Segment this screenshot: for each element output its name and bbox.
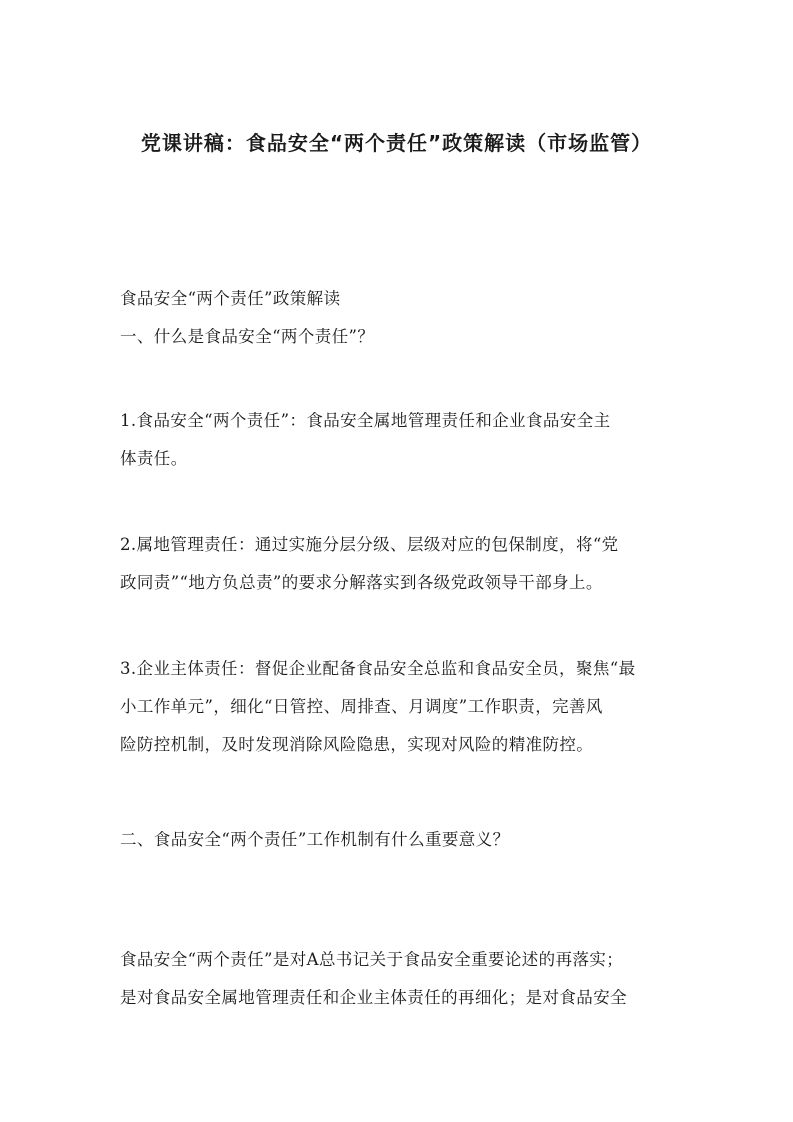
- item-3-paragraph: [120, 655, 676, 759]
- item-3-line-3: 险防控机制，及时发现消除风险隐患，实现对风险的精准防控。: [120, 735, 594, 754]
- item-1-line-2: 体责任。: [120, 449, 188, 468]
- item-3-line-1: 3.企业主体责任：督促企业配备食品安全总监和食品安全员，聚焦“最: [120, 659, 636, 678]
- document-subtitle: 食品安全“两个责任”政策解读: [120, 289, 341, 308]
- closing-line-1: 食品安全“两个责任”是对A总书记关于食品安全重要论述的再落实；: [120, 950, 624, 969]
- item-2-paragraph: [120, 531, 676, 597]
- section-1-heading: 一、什么是食品安全“两个责任”？: [120, 327, 375, 346]
- item-1-paragraph: [120, 407, 676, 473]
- item-2-line-2: 政同责”“地方负总责”的要求分解落实到各级党政领导干部身上。: [120, 573, 603, 592]
- closing-line-2: 是对食品安全属地管理责任和企业主体责任的再细化；是对食品安全: [120, 988, 627, 1007]
- item-2-line-1: 2.属地管理责任：通过实施分层分级、层级对应的包保制度，将“党: [120, 535, 619, 554]
- item-3-line-2: 小工作单元”，细化“日管控、周排查、月调度”工作职责，完善风: [120, 697, 603, 716]
- item-1-line-1: 1.食品安全“两个责任”：食品安全属地管理责任和企业食品安全主: [120, 411, 611, 430]
- document-title: 党课讲稿：食品安全“两个责任”政策解读（市场监管）: [140, 131, 653, 155]
- section-2-heading: 二、食品安全“两个责任”工作机制有什么重要意义？: [120, 830, 510, 849]
- closing-paragraph: [120, 946, 676, 1012]
